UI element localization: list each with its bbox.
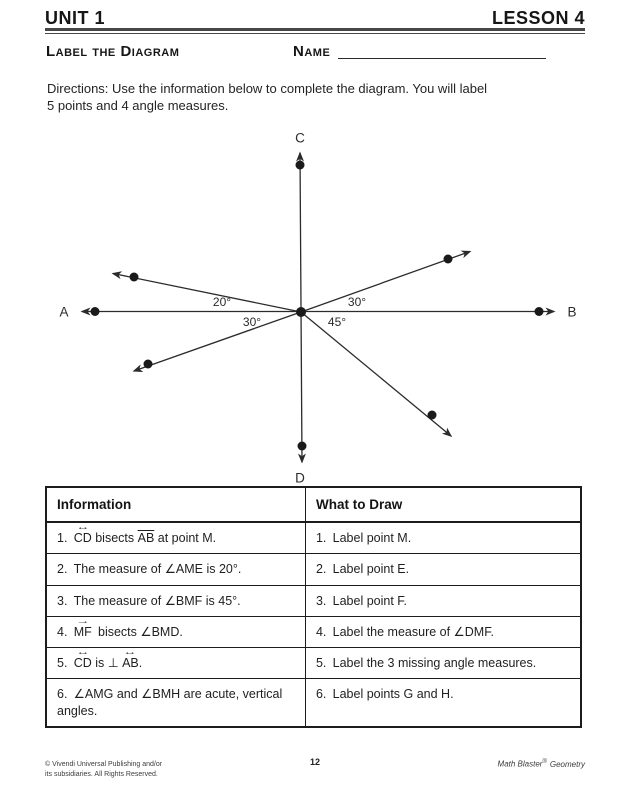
draw-cell: 2. Label point E. bbox=[305, 554, 581, 585]
name-label: Name bbox=[293, 43, 331, 60]
line-notation: CD ↔ bbox=[73, 523, 92, 545]
angle-measure-label: 30° bbox=[242, 315, 262, 329]
diagram-point-dot bbox=[428, 411, 437, 420]
info-cell: 6. ∠AMG and ∠BMH are acute, vertical angles. bbox=[46, 679, 305, 727]
table-row bbox=[46, 522, 581, 554]
page-number: 12 bbox=[309, 757, 321, 767]
brand-text bbox=[498, 759, 585, 769]
copyright-line-1: © Vivendi Universal Publishing and/or bbox=[45, 761, 163, 768]
activity-title: Label the Diagram bbox=[46, 43, 180, 60]
directions-line-2: 5 points and 4 angle measures. bbox=[47, 98, 229, 114]
diagram-point-dot bbox=[91, 307, 100, 316]
copyright-line-2: its subsidiaries. All Rights Reserved. bbox=[45, 770, 158, 778]
draw-cell: 3. Label point F. bbox=[305, 585, 581, 616]
diagram-point-dot bbox=[144, 360, 153, 369]
directions-text bbox=[47, 80, 587, 115]
page-header bbox=[45, 8, 585, 29]
name-blank-line bbox=[338, 44, 546, 59]
info-cell: 4. MF → bisects ∠BMD. bbox=[46, 616, 305, 647]
line-notation: CD ↔ bbox=[73, 648, 92, 670]
table-row bbox=[46, 648, 581, 679]
draw-cell: 1. Label point M. bbox=[305, 522, 581, 554]
angle-measure-label: 45° bbox=[327, 315, 347, 329]
draw-cell: 6. Label points G and H. bbox=[305, 679, 581, 727]
table-row bbox=[46, 554, 581, 585]
point-label-D: D bbox=[295, 470, 305, 485]
page-footer bbox=[45, 757, 585, 783]
diagram-point-dot bbox=[296, 161, 305, 170]
table-row bbox=[46, 616, 581, 647]
registered-mark: ® bbox=[542, 759, 547, 765]
draw-cell: 5. Label the 3 missing angle measures. bbox=[305, 648, 581, 679]
table-row bbox=[46, 679, 581, 727]
angle-measure-label: 20° bbox=[212, 295, 232, 309]
diagram-point-dot bbox=[298, 442, 307, 451]
draw-column-header: What to Draw bbox=[305, 487, 581, 522]
ray-lower-left bbox=[134, 312, 301, 371]
table-row bbox=[46, 585, 581, 616]
point-label-B: B bbox=[567, 304, 577, 320]
diagram-point-dot bbox=[535, 307, 544, 316]
worksheet-table-body bbox=[46, 522, 581, 727]
info-cell: 5. CD ↔ is ⊥ AB ↔ . bbox=[46, 648, 305, 679]
diagram-point-dot bbox=[296, 307, 306, 317]
unit-label: UNIT 1 bbox=[45, 8, 106, 28]
info-cell: 2. The measure of ∠AME is 20°. bbox=[46, 554, 305, 585]
point-label-C: C bbox=[295, 130, 305, 146]
ray-upper-left bbox=[113, 274, 301, 313]
name-field bbox=[293, 43, 546, 60]
point-label-A: A bbox=[59, 304, 69, 320]
line-notation: AB ↔ bbox=[122, 648, 139, 670]
brand-subject: Geometry bbox=[549, 759, 585, 769]
worksheet-table bbox=[45, 486, 582, 728]
directions-line-1: Directions: Use the information below to complete the diagram. You will label bbox=[47, 81, 488, 96]
angles-diagram bbox=[0, 125, 630, 485]
info-cell: 1. CD ↔ bisects $\overline{AB}$ at point M. bbox=[46, 522, 305, 554]
draw-cell: 4. Label the measure of ∠DMF. bbox=[305, 616, 581, 647]
seg-notation: $\overline{AB}$ bbox=[137, 531, 155, 545]
copyright-text bbox=[45, 760, 162, 780]
info-cell: 3. The measure of ∠BMF is 45°. bbox=[46, 585, 305, 616]
angles-diagram-figure bbox=[0, 125, 630, 485]
angle-measure-label: 30° bbox=[347, 295, 367, 309]
diagram-point-dot bbox=[130, 273, 139, 282]
header-rule bbox=[45, 28, 585, 34]
lesson-label: LESSON 4 bbox=[491, 8, 585, 28]
diagram-point-dot bbox=[444, 255, 453, 264]
brand-name: Math Blaster bbox=[497, 759, 543, 769]
table-header-row bbox=[46, 487, 581, 522]
ray-notation: MF → bbox=[73, 616, 92, 639]
info-column-header: Information bbox=[46, 487, 305, 522]
